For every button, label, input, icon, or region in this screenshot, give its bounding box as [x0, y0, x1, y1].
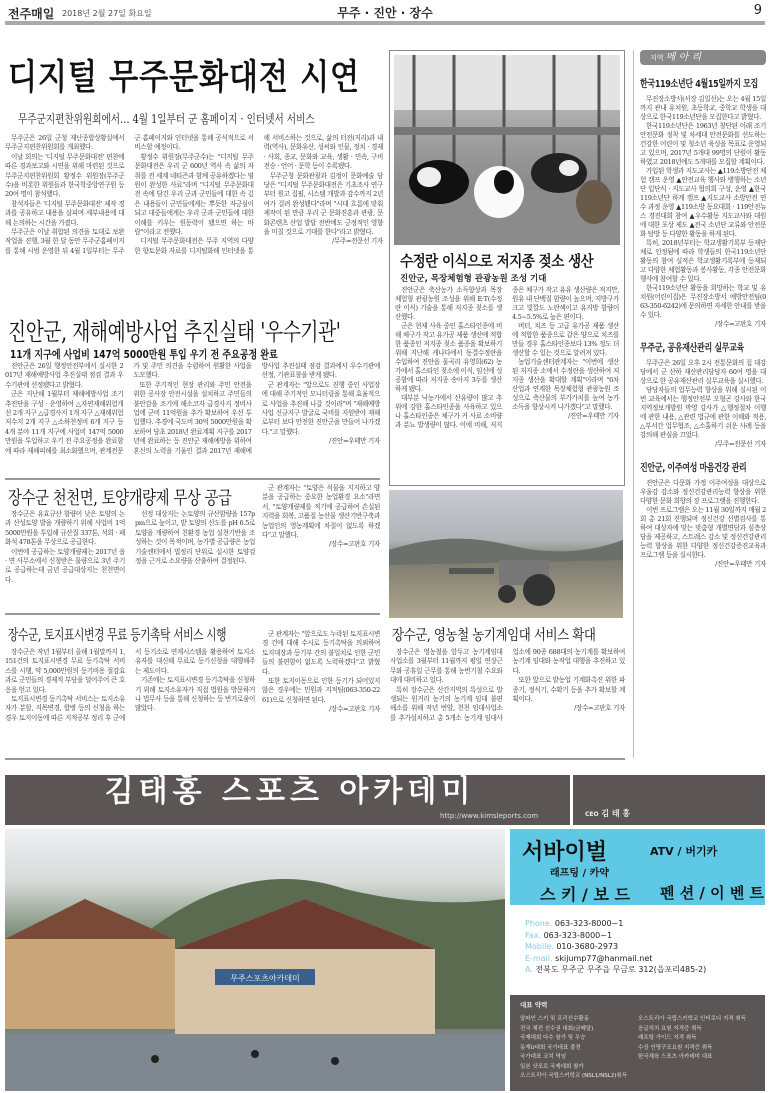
text: 메 아 리 [665, 52, 702, 63]
career-right [638, 1015, 746, 1063]
contact-phone [525, 918, 706, 930]
tractor-photo-art [389, 490, 623, 618]
text: 래프팅 가이드 지격 취득 [638, 1035, 697, 1041]
article-5-title: 장수군, 토지표시변경 무료 등기촉탁 서비스 시행 [8, 628, 227, 644]
text: 수상 인명구조요원 지격증 취득 [638, 1044, 713, 1051]
byline: /장수=고판호 기자 [329, 705, 380, 714]
article-2-title: 수정란 이식으로 저지종 젖소 생산 [400, 252, 594, 270]
ad-brand: 서바이벌 [522, 840, 608, 865]
text: 진안군은 다문화 가정 이주여성을 대상으로 우울감 감소와 정신건강관리능력 향상을 위한 다양한 문화 회향의 장 프로그램을 진행한다. [640, 479, 766, 505]
article-5-body-b [262, 630, 380, 755]
text: 토지표시변경 등기촉탁 서비스는 토지소유자가 분할, 지목변경, 합병 등의 신청을 하는 경우 토지이동에 따른 지적공부 정리 후 군에서 등기소로 연계시스템을 활용하여 토지소유자를 대신해 무료로 등기신청을 대행해주는 제도이다. [5, 648, 255, 722]
academy-photo-art [5, 829, 505, 1091]
text: 무진장소방서(서장 김일선)는 오는 4월 15일까지 관내 유치원, 초등학교, 중학교 학생을 대상으로 한국119소년단을 모집한다고 밝혔다. [640, 95, 766, 121]
divider [5, 613, 380, 615]
contact-fax [525, 930, 706, 942]
career-left [520, 1015, 627, 1082]
text: 장수군은 작년 1월부터 올해 1월말까지 1,151건의 토지표시변경 무료 등기촉탁 서비스를 시행, 약 5,000만원의 등기비용 절감효과로 군민들의 경제적 부담을 덜어주어 큰 호응을 얻고 있다. [5, 648, 125, 694]
text: 디지털 무주문화대전은 무주 지역의 다양한 향토문화 자료를 디지털화해 인터넷을 통해 서비스하는 것으로, 삶의 터전(지리)과 내력(역사), 문화유산, 성씨와 인물, 정치 · 경제 · 사회, 종교, 문화와 교육, 생활 · 민속, 구비전승 · 언어 · 문학 등이 수록됐다. [134, 134, 383, 255]
article-2-body [395, 286, 619, 482]
byline: /진안=우태만 기자 [715, 560, 766, 568]
article-3-subtitle: 11개 지구에 사업비 147억 5000만원 투입 우기 전 주요공정 완료 [10, 348, 278, 361]
article-5-body-a [5, 648, 255, 752]
ad-title: 김태홍 스포츠 아카데미 [104, 774, 476, 809]
text: 또한 주기적인 현장 관리와 주민 안전을 위한 공사장 안전시설을 설치하고 주민들의 불안감을 조기에 해소코자 급경사지 정비사업에 군비 11억원을 추가 확보하여 우선 투입했다. 추경에 국도비 30억 5000만원을 확보하여 당초 2018년 완료계획 지구를 2017년에 완료하는 등 진안군 재해예방을 위하여 혼신의 노력을 기울인 결과 2017년 재해예방사업 추진실태 점검 결과에서 우수기관에 선정, 기관표창을 받게 됐다. [133, 362, 380, 455]
text: 전북도 무주군 무주읍 무금로 312(읍포리485-2) [535, 965, 707, 974]
article-3-title: 진안군, 재해예방사업 추진실태 '우수기관' [8, 318, 341, 346]
career-title: 대표 약력 [520, 1001, 548, 1009]
text: 전국 체전 선수권 대회(금메달) [520, 1025, 594, 1032]
text: 대부분 낙농가에서 산유량이 많고 추위에 강한 홀스타인종을 사육하고 있으나 홀스타인종은 체구가 커 사료 소비량과 분뇨 발생량이 많다. 이에 비해, 저지종은 체구가 작고 유유 생산량은 적지만, 원유 내 단백질 함량이 높으며, 지방구가 크고 빛깔도 노란색이고 유지방 함량이 4.5~5.5%로 높은 편이다. [395, 286, 619, 429]
text: 동계U대회 국가대표 출전 [520, 1044, 581, 1051]
ad-service-3: 스 키 / 보 드 [540, 885, 630, 904]
tractor-field-photo [389, 490, 623, 618]
text: 국가대표 코치 역임 [520, 1054, 567, 1060]
byline: /진안=우태만 기자 [329, 437, 380, 446]
section-title: 무주 · 진안 · 장수 [337, 6, 433, 20]
article-2-subtitle: 진안군, 목장체험형 관광농원 조성 기대 [400, 274, 547, 284]
article-4-title: 장수군 천천면, 토양개량제 무상 공급 [8, 488, 232, 509]
region-tag [640, 50, 766, 65]
text: 오스트리아 국립스키학교 인터로디 지격 취득 [638, 1016, 746, 1022]
text: 한국119소년단 활동을 희망하는 학교 및 유치원(어린이집)은 무진장소방서 예방안전팀(063-350-6242)에 문의하면 자세한 안내를 받을 수 있다. [640, 284, 766, 319]
text: 버터, 치즈 등 고급 유가공 제품 생산에 적합한 품종으로 같은 양으로 치즈를 만들 경우 홀스타인종보다 13% 정도 더 생산할 수 있는 것으로 알려져 있다. [512, 322, 619, 357]
text: 군 관계자는 "앞으로도 진행 중인 사업장에 대해 주기적인 모니터링을 통해 효율적으로 사업을 추진해 나갈 것이라"며 "재해예방사업 신규지구 발굴로 국비를 지원받아 재해로부터 보다 안전한 진안군을 만들어 나가겠다."고 말했다. [261, 380, 380, 436]
text: 010-3680-2973 [556, 942, 619, 951]
article-6-title: 장수군, 영농철 농기계임대 서비스 확대 [392, 628, 596, 644]
side-1-title: 한국119소년단 4월15일까지 모집 [640, 79, 758, 90]
text: 선정 대상지는 논토양의 규산함량을 157ppm으로 높이고, 밭 토양의 산도를 pH 6.5로 토양을 개량하여 친환경 농업 실천기반을 조성하는 것이 목적이며, 농가별 공급량은 농업기술센터에서 법정리 단위로 실시한 토양검정을 근거로 소요량을 산출하여 결정된다. [135, 510, 255, 566]
text: 군 관계자는 "토양은 식물을 지지하고 양분을 공급하는 중요한 농업환경 요소"라면서, "토양개량제를 적기에 공급하여 손실된 지력을 회복, 고품질 농산물 생산기반구축과 농업인의 영농계획에 차질이 없도록 하겠다"고 말했다. [262, 484, 380, 540]
byline: /장수=고판호 기자 [329, 540, 380, 549]
text: 063-323-8000~1 [554, 919, 624, 928]
text: 장수군은 영농철을 앞두고 농기계임대사업소를 3월부터 11월까지 평일 연장근무와 공휴일 근무를 통해 농번기철 수요와대에 대비하고 있다. [390, 648, 503, 685]
cow-photo-art [394, 55, 620, 245]
text: Fax. [525, 930, 542, 940]
text: 이번 프로그램은 오는 11월 30일까지 매월 2회 총 21회 진행되며 정신건강 선별검사를 통하여 대상자에 맞는 맞춤형 개별면담과 심층상담을 제공하고, 스트레스 감소 및 정신건강관리능력 향상을 위한 다양한 정신건강증진교육과 프로그램 등을 실시한다. [640, 506, 766, 559]
text: 또한 앞으로 밭농업 기계화촉진 위한 파종기, 정식기, 수확기 등을 추가 확보할 계획이다. [512, 676, 625, 704]
ad-service-1: ATV / 버기카 [650, 845, 718, 858]
text: E-mail. [525, 953, 553, 963]
text: skijump77@hanmail.net [555, 953, 653, 963]
article-1-subtitle: 무주군지편찬위원회에서… 4월 1일부터 군 홈페이지 · 인터넷서 서비스 [18, 112, 315, 126]
side-column [640, 50, 766, 569]
contact-email [525, 953, 706, 965]
text: 무주군은 26일 군청 재난종합상황실에서 무주군지편찬위원회를 개최했다. [5, 134, 125, 152]
text: 특히 장수군은 산간지역의 특성으로 발생되는 원거리 농기의 농기계 임대 불편 해소를 위해 작년 번암, 천천 임대사업소를 추가설치하고 총 5개소 농기계 임대사업소에 90종 688대의 농기계를 확보하여 농기계 임대와 농작업 대행을 추진하고 있다. [390, 648, 625, 722]
divider [5, 478, 380, 480]
article-1-title: 디지털 무주문화대전 시연 [8, 58, 360, 98]
byline: /진안=우태만 기자 [568, 412, 619, 420]
side-1-body [640, 95, 766, 320]
text: Phone. [525, 919, 553, 928]
text: 진안군은 26일 행정안전부에서 실시한 2017년 재해예방사업 추진실태 점검 결과 우수기관에 선정됐다고 밝혔다. [5, 362, 124, 389]
contact-mobile [525, 941, 706, 953]
ad-career-box [510, 995, 765, 1091]
header-rule [5, 21, 765, 25]
text: 장수군은 유효규산 함량이 낮은 토양의 논과 산성토양 밭을 개량하기 위해 사업비 1억5000만원을 투입해 규산질 337톤, 석회 · 패화석 478톤을 무상으로 공급한다. [5, 510, 125, 547]
masthead: 전주매일 [8, 7, 55, 21]
page-number: 9 [753, 3, 762, 18]
text: Mobile. [525, 942, 554, 951]
text: 지역 [650, 54, 664, 62]
byline: /무주=전문선 기자 [715, 440, 766, 448]
text: 알파인 스키 및 프리선수활동 [520, 1016, 590, 1022]
cow-farm-photo [394, 55, 620, 245]
text: 기존에는 토지표시변경 등기촉탁을 신청하기 위해 토지소유자가 직접 법원을 방문하거나 법무사 등을 통해 신청하는 등 번거로움이 많았다. [135, 676, 255, 713]
byline: /장수=고판호 기자 [574, 704, 625, 713]
text: 김 태 홍 [601, 809, 631, 818]
ad-service-4: 펜 션 / 이 벤 트 [660, 884, 765, 902]
article-4-body-b [262, 484, 380, 609]
ad-service-2: 래프팅 / 카약 [550, 868, 609, 879]
text: 참석자들은 '디지털 무주문화대전' 제작 경과를 공유하고 내용을 살피며 세부내용에 대해 논의하는 시간을 가졌다. [5, 199, 125, 227]
text: 이날 회의는 '디지털 무주문화대전' 편찬에 따른 경과보고와 시연을 위해 마련된 것으로 무주군지편찬위원회 황정수 위원장(무주군수)을 비롯한 위원들과 한국학중앙연구원 등 20여 명이 참석했다. [5, 152, 125, 199]
text: 일본 삿포로 국제대회 참가 [520, 1063, 584, 1070]
text: 군은 지난해 1월부터 재해예방사업 조기추진단을 구성 · 운영하여 △자연재해위험개선 2개 지구 △급경사지 1개 지구 △재해위험저수지 2개 지구 △소하천정비 6개 지구 등 4개 분야 11개 지구에 사업비 147억 5000만원을 투입하고 우기 전 주요공정을 완료함에 따라 재해피해를 최소화했으며, 관계전문가 및 주민 의견을 수렴하여 원활한 사업을 도모했다. [5, 362, 252, 455]
text: 063-323-8000~1 [543, 930, 613, 940]
text: 진안군은 축산농가 소득향상과 목장체험형 관광농원 조성을 위해 E·T(수정란 이식) 기술을 통해 저지종 젖소를 생산했다. [395, 286, 502, 321]
text: 무주군은 26일 오후 2시 전통문화의 집 대강당에서 군 산하 재산관리담당자 60여 명을 대상으로 한 공유재산관리 실무교육을 실시했다. [640, 359, 766, 385]
side-2-body [640, 359, 766, 440]
article-6-body [390, 648, 625, 752]
text: 이번에 공급하는 토양개량제는 2017년 읍 · 면 사무소에서 신청받은 물량으로 3년 주기로 공급하는데 금년 공급대상지는 천천면이다. [5, 547, 125, 584]
text: 무주군청 문화관광과 김정이 문화예술 담당은 "디지털 무주문화대전은 기초조사 연구부터 원고 집필, 시스템 개발과 감수까지 2년여가 걸려 완성됐다"라며 "시대 흐름에 맞춰 제작이 된 만큼 우리 군 문화진흥과 관광, 문화콘텐츠 산업 발달 전반에도 긍정적인 영향을 미칠 것으로 기대를 한다"라고 밝혔다. [263, 171, 383, 237]
text: 담당자들의 업무능력 향상을 위해 실시된 이번 교육에서는 행정안전부 오형곤 강사와 한국지역정보개발원 박영 강사가 △행정절차 이행에 관한 내용, △관련 법규에 관한 이해와 적용, △부서간 업무협조, △소홀하기 쉬운 사례 등을 강의해 관심을 끄었다. [640, 386, 766, 439]
text: 응급처치 요원 지격증 취득 [638, 1025, 702, 1032]
text: 국제대회 다수 참가 및 우승 [520, 1035, 586, 1041]
text: 군 관계자는 "앞으로도 누락된 토지표시변경 건에 대해 수시로 등기촉탁을 의뢰하여 토지대장과 등기부 간의 불일치로 인한 군민들의 불편함이 없도록 노력하겠다"고 밝혔다. [262, 630, 380, 676]
ad-contacts [525, 918, 706, 976]
text: 한국체육 스포츠 아카데미 대표 [638, 1054, 713, 1060]
ad-ceo [585, 808, 630, 819]
text: 오스트리아 국립스키학교 (NSL1/NSL2)취득 [520, 1073, 628, 1079]
ad-divider [570, 775, 573, 825]
text: 한국119소년단은 1963년 창단된 이래 조기 안전문화 정착 및 차세대 안전문화를 선도하는 건강한 어린이 및 청소년 육성을 목표로 운영되고 있으며, 2017년 5개대 99명의 단원이 활동하였고 2018년에도 5개대를 모집할 계획이다. [640, 122, 766, 166]
text: 황정수 위원장(무주군수)는 "디지털 무주문화대전은 우리 군 600년 역사 속 삶의 자취를 전 세계 네티즌과 함께 공유하겠다는 염원이 완성한 사료"라며 "디지털 무주문화대전 속에 담긴 우리 군과 군민들에 대한 속 깊은 내용들이 군민들에게는 뿌듯한 자긍심이 되고 대중들에게는 우리 군과 군민들에 대한 이해를 키우는 원동력이 됐으면 하는 바람"이라고 전했다. [134, 152, 254, 237]
divider [5, 758, 625, 760]
byline: /무주=전문선 기자 [332, 237, 383, 246]
text: 군은 현재 사육 중인 홀스타인종에 비해 체구가 작고 유가공 제품 생산에 적합한 품종인 저지종 젖소 품종을 확보하기 위해 지난해 캐나다에서 동결수정란을 수입하여 진안읍 물곡리 유영희(62) 농가에서 홀스타인 젖소에 이식, 임신에 성공함에 따라 저지종 송아지 3두를 생산하게 됐다. [395, 322, 502, 393]
issue-date: 2018년 2월 27일 화요일 [62, 9, 152, 18]
ad-services-box [510, 829, 765, 905]
article-4-body-a [5, 510, 255, 608]
text: 농업기술센터관계자는 "이번에 생산된 저지종 소에서 수정란을 생산하여 저지종 생산을 확대할 계획"이라며 "6차 산업과 연계한 목장체험형 관광농원 조성으로 축산물의 부가가치를 높여 농가소득을 향상시켜 나가겠다"고 말했다. [512, 358, 619, 411]
byline: /장수=고판호 기자 [715, 320, 766, 328]
text: 특히, 2018년부터는 학교생활기록부 등재단체로 인정됨에 따라 학생들의 한국119소년단 활동의 참여 실적은 학교생활기록부에 등재되고 다양한 체험활동과 봉사활동, 각종 안전문화 행사에 참여할 수 있다. [640, 239, 766, 283]
text: 무주군은 이날 취합된 의견을 토대로 보완작업을 진행, 3월 한 달 동안 무주군홈페이지를 통해 시범 운영한 뒤 4월 1일부터는 무주군 홈페이지와 인터넷을 통해 공식적으로 서비스할 예정이다. [5, 134, 254, 255]
contact-address [525, 964, 706, 976]
text: CEO [585, 811, 599, 818]
side-2-title: 무주군, 공유재산관리 실무교육 [640, 343, 744, 354]
text: 가입된 학생과 지도교사는 ▲119소방안전 체험 캠프 운영 ▲안전교육 행사와 병행하는 소년단 입단식 · 지도교사 협의회 구성, 운영 ▲한국119소년단 하계 캠프 ▲지도교사 소방안전 연수 과정 운영 ▲119소방 동요대회 · 119안전뉴스 경진대회 참여 ▲우수활동 지도교사와 대원에 대한 포상 제도 ▲전국 소년단 교류와 안전문화 탐방 등 다양한 활동을 하게 된다. [640, 167, 766, 238]
side-3-title: 진안군, 이주여성 마음건강 관리 [640, 463, 747, 474]
column-rule [633, 50, 634, 758]
text: A. [525, 965, 533, 974]
article-3-body [5, 362, 380, 476]
side-3-body [640, 479, 766, 560]
ad-url[interactable]: http://www.kimsleports.com [440, 812, 539, 820]
building-sign: 무주스포츠아카데미 [230, 974, 300, 983]
article-1-body [5, 134, 383, 306]
text: 또한 토지이동으로 인한 등기가 되어있지 않은 경우에는 민원과 지적팀(063-350-2261)으로 신청하면 된다. [262, 677, 380, 704]
academy-photo [5, 829, 505, 1091]
